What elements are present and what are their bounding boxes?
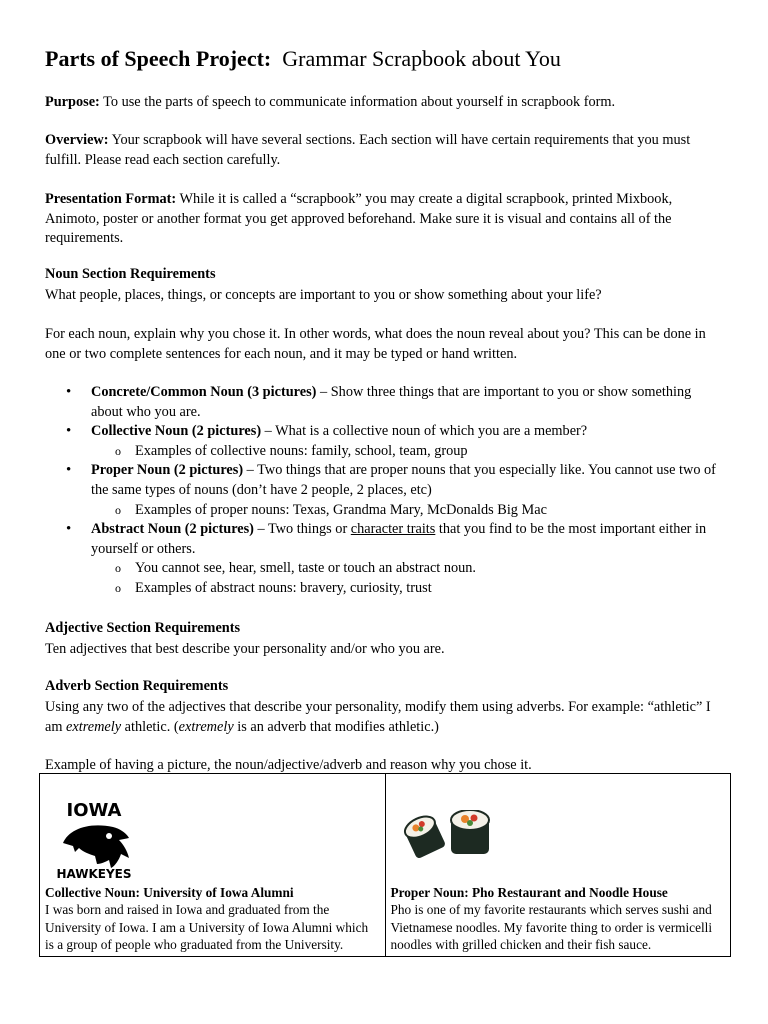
example-text: I was born and raised in Iowa and graduated from the University of Iowa. I am a University of Iowa Alumni which is a group of people who graduated from the University.	[45, 902, 369, 953]
noun-section-explain: For each noun, explain why you chose it. In other words, what does the noun reveal about you? This can be done in one or two complete sentences for each noun, and it may be typed or hand written.	[45, 326, 706, 362]
noun-requirements-list	[66, 383, 726, 599]
overview-text: Your scrapbook will have several sections. Each section will have certain requirements that you must fulfill. Please read each section carefully.	[45, 132, 691, 168]
overview-label: Overview:	[45, 132, 109, 148]
italic-adverb: extremely	[66, 718, 122, 735]
item-text: – Two things or	[253, 521, 351, 538]
sub-item: o Examples of abstract nouns: bravery, curiosity, trust	[91, 579, 726, 599]
sub-item: o Examples of proper nouns: Texas, Grandma Mary, McDonalds Big Mac	[91, 501, 726, 521]
sushi-image	[401, 810, 497, 862]
hawkeye-logo	[53, 796, 135, 882]
noun-section-question: What people, places, things, or concepts are important to you or show something about your life?	[45, 287, 602, 303]
presentation-paragraph	[45, 190, 725, 249]
purpose-label: Purpose:	[45, 94, 100, 110]
example-intro: Example of having a picture, the noun/adjective/adverb and reason why you chose it.	[45, 757, 532, 773]
sub-item: o Examples of collective nouns: family, school, team, group	[91, 442, 726, 462]
italic-adverb: extremely	[178, 718, 234, 735]
purpose-text: To use the parts of speech to communicate information about yourself in scrapbook form.	[103, 94, 616, 110]
presentation-text: While it is called a “scrapbook” you may create a digital scrapbook, printed Mixbook, Animoto, poster or another format you get approved beforehand. Make sure it is visual and contains all of the requirements.	[45, 191, 673, 246]
logo-bottom-text: HAWKEYES	[56, 866, 132, 881]
example-caption: Proper Noun: Pho Restaurant and Noodle House	[390, 884, 668, 900]
item-label: Collective Noun (2 pictures)	[91, 423, 262, 440]
example-text: Pho is one of my favorite restaurants which serves sushi and Vietnamese noodles. My favorite thing to order is vermicelli noodles with grilled chicken and their fish sauce.	[390, 902, 713, 953]
underlined-term: character traits	[350, 521, 436, 538]
purpose-paragraph	[45, 93, 725, 113]
adjective-section-text: Ten adjectives that best describe your personality and/or who you are.	[45, 641, 445, 657]
list-item-concrete-noun	[66, 383, 726, 422]
adverb-section-heading: Adverb Section Requirements	[45, 678, 229, 694]
title-rest: Grammar Scrapbook about You	[282, 46, 561, 71]
page-title	[45, 46, 561, 72]
sub-item: o You cannot see, hear, smell, taste or touch an abstract noun.	[91, 559, 726, 579]
example-caption: Collective Noun: University of Iowa Alumni	[45, 884, 294, 900]
item-text: – What is a collective noun of which you are a member?	[261, 423, 588, 440]
item-text: that you find to be the most important either in yourself or others.	[91, 521, 707, 557]
example-cell-proper	[385, 774, 731, 957]
item-label: Abstract Noun (2 pictures)	[91, 521, 254, 538]
item-text: – Show three things that are important to you or show something about who you are.	[91, 384, 692, 420]
list-item-collective-noun	[66, 422, 726, 461]
adverb-section-text: Using any two of the adjectives that describe your personality, modify them using adverbs. For example: “athletic” I am extremely athletic. (extremely is an adverb that modifies athletic.)	[45, 699, 711, 735]
presentation-label: Presentation Format:	[45, 191, 177, 207]
noun-section-heading: Noun Section Requirements	[45, 266, 216, 282]
logo-top-text: IOWA	[66, 799, 122, 821]
adjective-section-heading: Adjective Section Requirements	[45, 620, 241, 636]
example-table	[39, 773, 731, 957]
overview-paragraph	[45, 131, 725, 170]
item-label: Proper Noun (2 pictures)	[91, 462, 244, 479]
item-label: Concrete/Common Noun (3 pictures)	[91, 384, 317, 400]
list-item-proper-noun	[66, 461, 726, 520]
list-item-abstract-noun	[66, 520, 726, 598]
title-bold: Parts of Speech Project:	[45, 46, 272, 71]
example-cell-collective	[40, 774, 386, 957]
item-text: – Two things that are proper nouns that you especially like. You cannot use two of the same types of nouns (don’t have 2 people, 2 places, etc)	[91, 462, 716, 498]
